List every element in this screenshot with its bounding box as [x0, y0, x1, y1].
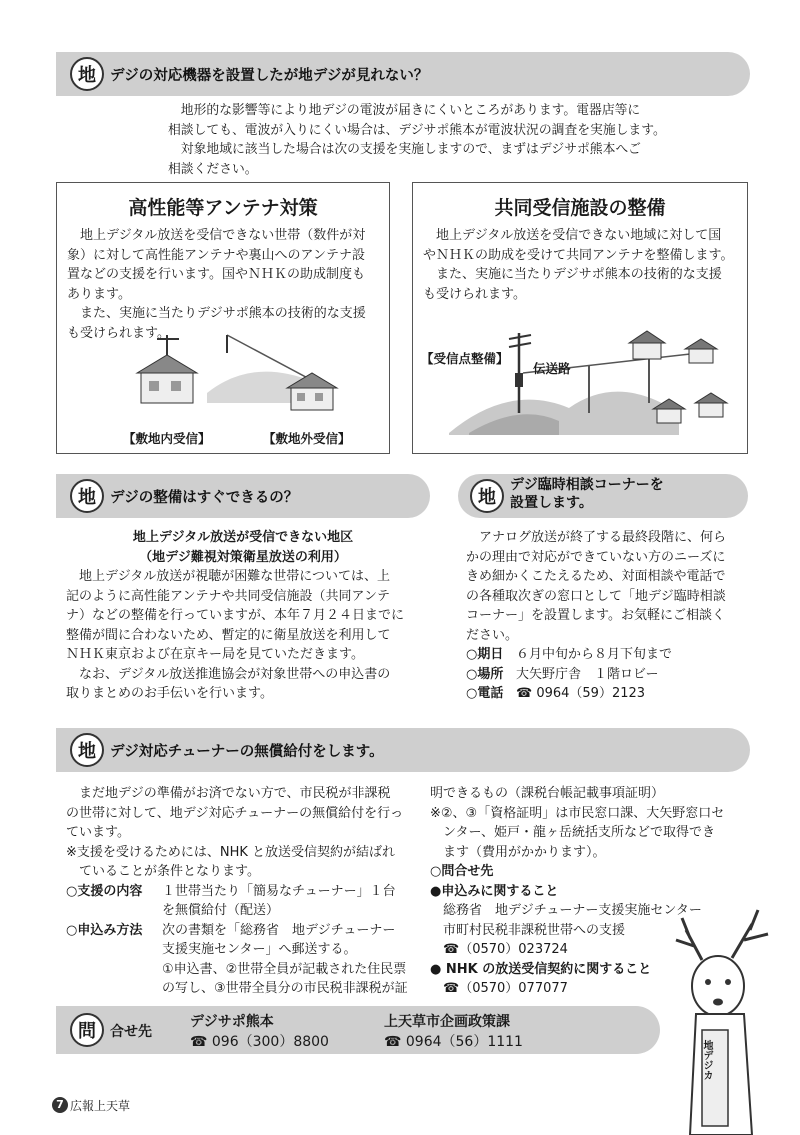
box-line: また、実施に当たりデジサポ熊本の技術的な支援: [80, 306, 366, 321]
body-line: ンター、姫戸・龍ヶ岳統括支所などで取得でき: [443, 825, 715, 840]
house-icon: [685, 339, 717, 363]
method-line: ①申込書、②世帯全員が記載された住民票: [162, 961, 407, 977]
section4-left: [66, 784, 422, 999]
body-line: かの理由で対応ができていない方のニーズに: [466, 549, 726, 565]
nhk-heading: ● NHK の放送受信契約に関すること: [430, 961, 652, 977]
apply-org2: 市町村民税非課税世帯への支援: [443, 922, 626, 938]
section2-heading-line2: （地デジ難視対策衛星放送の利用）: [139, 549, 347, 565]
box-line: また、実施に当たりデジサポ熊本の技術的な支援: [436, 267, 722, 282]
body-line: きめ細かくこたえるため、対面相談や電話で: [466, 569, 726, 584]
box-line: あります。: [67, 286, 131, 302]
apply-tel: ☎（0570）023724: [443, 942, 568, 957]
shared-box-title: 共同受信施設の整備: [494, 197, 666, 219]
antenna-box: [56, 182, 390, 454]
section4-title: デジ対応チューナーの無償給付をします。: [110, 744, 384, 760]
nhk-tel: ☎（0570）077077: [443, 981, 568, 996]
contact-label: 合せ先: [110, 1024, 152, 1040]
contact-org1-tel: ☎ 096（300）8800: [190, 1034, 329, 1050]
apply-method-value: [162, 921, 408, 999]
section3-body: [466, 528, 748, 704]
period-value: ６月中旬から８月下旬まで: [516, 647, 673, 662]
house-left-icon: [137, 355, 197, 403]
body-line: 明できるもの（課税台帳記載事項証明）: [430, 786, 665, 801]
body-line: ナ）などの整備を行っていますが、本年７月２４日までに: [66, 608, 405, 623]
body-line: アナログ放送が終了する最終段階に、何ら: [479, 530, 727, 545]
place-value: 大矢野庁舎 １階ロビー: [516, 666, 659, 682]
body-line: 整備が間に合わないため、暫定的に衛星放送を利用して: [66, 627, 391, 643]
publication-name: 広報上天草: [70, 1099, 131, 1113]
box-line: も受けられます。: [67, 325, 170, 341]
body-line: 地上デジタル放送が視聴が困難な世帯については、上: [79, 569, 390, 584]
section4-badge: 地: [70, 733, 104, 767]
body-line: ※②、③「資格証明」は市民窓口課、大矢野窓口セ: [430, 805, 725, 821]
intro-line: 相談ください。: [168, 161, 258, 177]
body-line: 記のように高性能アンテナや共同受信施設（共同アンテ: [66, 588, 390, 604]
body-line: ていることが条件となります。: [79, 864, 260, 879]
box-line: も受けられます。: [423, 286, 526, 302]
contact-org2-name: 上天草市企画政策課: [384, 1014, 510, 1030]
body-line: まだ地デジの準備がお済でない方で、市民税が非課税: [79, 786, 391, 801]
method-line: の写し、③世帯全員分の市民税非課税が証: [162, 981, 408, 996]
shared-antenna-illustration: [449, 313, 739, 438]
body-line: コーナー」を設置します。お気軽にご相談く: [466, 608, 725, 623]
inquiry-label: ○問合せ先: [430, 864, 494, 879]
box-line: 置などの支援を行います。国やＮＨＫの助成制度も: [67, 267, 365, 282]
period-label: ○期日: [466, 647, 504, 662]
section3-title-line2: 設置します。: [510, 495, 593, 511]
mascot-sash-text: 地デジカ: [701, 1040, 712, 1080]
place-row: [466, 665, 748, 685]
house-icon: [695, 393, 727, 417]
contact-org2-tel: ☎ 0964（56）1111: [384, 1034, 523, 1050]
section2-body: [66, 567, 422, 704]
support-content-row: [66, 882, 422, 921]
section2-badge: 地: [70, 479, 104, 513]
intro-line: 対象地域に該当した場合は次の支援を実施しますので、まずはデジサポ熊本へご: [180, 142, 641, 157]
contact-org1: [190, 1011, 329, 1051]
label-transmission-route: 伝送路: [533, 361, 571, 376]
mascot-deer-illustration: [672, 900, 784, 1135]
section2-heading: [56, 528, 430, 567]
section3-title-line1: デジ臨時相談コーナーを: [510, 477, 664, 493]
place-label: ○場所: [466, 666, 504, 682]
antler-right: [732, 910, 768, 958]
body-line: ています。: [66, 825, 130, 840]
apply-method-label: ○申込み方法: [66, 922, 143, 938]
body-line: の世帯に対して、地デジ対応チューナーの無償給付を行っ: [66, 805, 404, 821]
intro-line: 地形的な影響等により地デジの電波が届きにくいところがあります。電器店等に: [180, 103, 641, 118]
support-content-label: ○支援の内容: [66, 883, 143, 899]
body-line: ます（費用がかかります）。: [443, 844, 606, 860]
body-line: ださい。: [466, 627, 519, 643]
apply-org1: 総務省 地デジチューナー支援実施センター: [443, 903, 702, 918]
body-line: なお、デジタル放送推進協会が対象世帯への申込書の: [79, 666, 391, 682]
content-line: １世帯当たり「簡易なチューナー」１台: [162, 883, 396, 899]
section1-intro: [168, 101, 688, 179]
antenna-illustration: [127, 333, 367, 413]
box-line: 象）に対して高性能アンテナや裏山へのアンテナ設: [67, 247, 365, 263]
tel-label: ○電話: [466, 686, 504, 701]
shared-reception-box: [412, 182, 748, 454]
body-line: ※支援を受けるためには、NHK と放送受信契約が結ばれ: [66, 844, 396, 860]
section3-title: [510, 476, 664, 512]
antenna-box-title: 高性能等アンテナ対策: [128, 197, 318, 219]
contact-badge: 問: [70, 1013, 104, 1047]
method-line: 次の書類を「総務省 地デジチューナー: [162, 922, 396, 938]
section1-title: デジの対応機器を設置したが地デジが見れない？: [110, 68, 429, 84]
antler-left: [676, 918, 702, 960]
house-icon: [629, 331, 665, 359]
deer-head: [692, 956, 744, 1016]
tel-value: ☎ 0964（59）2123: [516, 686, 646, 701]
tel-row: [466, 684, 748, 704]
support-content-value: [162, 882, 396, 921]
section2-heading-line1: 地上デジタル放送が受信できない地区: [132, 530, 354, 545]
section1-badge: 地: [70, 57, 104, 91]
box-line: 地上デジタル放送を受信できない地域に対して国: [436, 228, 722, 243]
period-row: [466, 645, 748, 665]
body-line: 取りまとめのお手伝いを行います。: [66, 686, 273, 701]
method-line: 支援実施センター」へ郵送する。: [162, 942, 357, 957]
apply-heading: ●申込みに関すること: [430, 883, 559, 899]
caption-onsite: 【敷地内受信】: [123, 431, 211, 446]
caption-offsite: 【敷地外受信】: [263, 431, 351, 446]
box-line: 地上デジタル放送を受信できない世帯（数件が対: [80, 228, 366, 243]
antenna-box-body: [57, 220, 389, 343]
intro-line: 相談しても、電波が入りにくい場合は、デジサポ熊本が電波状況の調査を実施します。: [168, 122, 666, 138]
content-line: を無償給付（配送）: [162, 903, 280, 918]
page-number: 7: [52, 1097, 68, 1113]
contact-org2: [384, 1011, 523, 1051]
section3-badge: 地: [470, 479, 504, 513]
shared-box-body: [413, 220, 747, 304]
contact-org1-name: デジサポ熊本: [190, 1014, 274, 1030]
box-line: やＮＨＫの助成を受けて共同アンテナを整備します。: [423, 247, 734, 263]
section2-title: デジの整備はすぐできるの？: [110, 490, 299, 506]
label-receive-point: 【受信点整備】: [421, 351, 509, 366]
apply-method-row: [66, 921, 422, 999]
body-line: の各種取次ぎの窓口として「地デジ臨時相談: [466, 588, 726, 604]
body-line: ＮＨＫ東京および在京キー局を見ていただきます。: [66, 647, 364, 662]
